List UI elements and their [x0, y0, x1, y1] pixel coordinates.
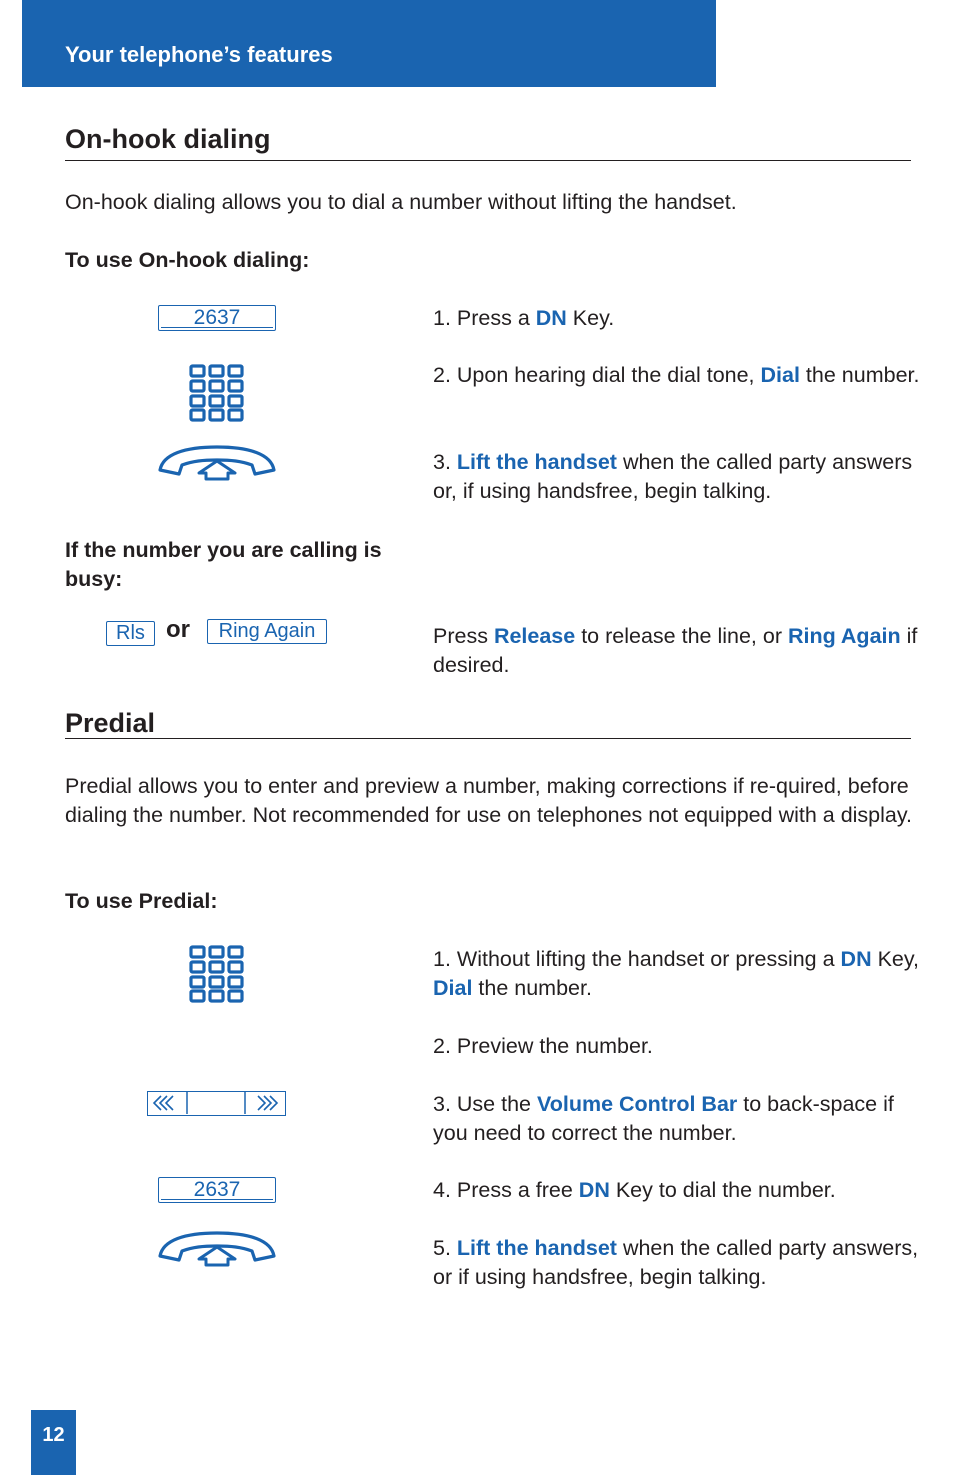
header-title: Your telephone’s features: [65, 42, 333, 67]
step-highlight: DN: [535, 306, 567, 330]
step-highlight: Lift the handset: [456, 1236, 617, 1260]
predial-step-2: 2. Preview the number.: [433, 1034, 653, 1058]
predial-step-5: [433, 1234, 923, 1292]
volume-control-bar[interactable]: [147, 1091, 286, 1116]
step-text: if desired.: [433, 624, 918, 677]
step-highlight: Lift the handset: [456, 450, 617, 474]
step-highlight: Dial: [760, 363, 800, 387]
step-1: [433, 304, 923, 333]
release-key-label: Rls: [116, 622, 145, 644]
step-text: Key.: [566, 306, 615, 330]
step-highlight: DN: [840, 947, 872, 971]
step-text: the number.: [472, 976, 592, 1000]
section-intro: On-hook dialing allows you to dial a number without lifting the handset.: [65, 190, 737, 214]
step-text: when the called party answers, or if using handsfree, begin talking.: [433, 1236, 919, 1289]
dn-key[interactable]: [158, 305, 276, 331]
step-text: 1. Press a: [433, 306, 536, 330]
ring-again-key-label: Ring Again: [218, 620, 316, 642]
step-text: Key,: [871, 947, 920, 971]
page-number: 12: [42, 1424, 65, 1446]
step-text: Key to dial the number.: [609, 1178, 836, 1202]
predial-step-3: [433, 1090, 923, 1148]
step-3: [433, 448, 923, 506]
step-text: 5.: [433, 1236, 457, 1260]
subhead-to-use-predial: To use Predial:: [65, 889, 218, 913]
step-text: to release the line, or: [575, 624, 788, 648]
step-text: Press: [433, 624, 494, 648]
handset-lift-icon: [155, 444, 279, 487]
ring-again-key[interactable]: [207, 619, 327, 644]
dn-key-label: 2637: [193, 306, 241, 329]
step-text: 2. Upon hearing dial the dial tone,: [433, 363, 761, 387]
section-title-predial: Predial: [65, 708, 156, 738]
step-highlight: Release: [493, 624, 576, 648]
dial-pad-icon: [189, 364, 245, 427]
volume-right-icon[interactable]: [244, 1092, 284, 1119]
step-text: 3. Use the: [433, 1092, 537, 1116]
step-highlight: Ring Again: [787, 624, 901, 648]
subhead-to-use: To use On-hook dialing:: [65, 248, 310, 272]
release-key[interactable]: [106, 621, 155, 646]
step-2: [433, 361, 923, 390]
step-text: 3.: [433, 450, 457, 474]
volume-left-icon[interactable]: [148, 1092, 188, 1119]
subhead-busy: If the number you are calling is busy:: [65, 538, 382, 591]
dial-pad-icon: [189, 945, 245, 1008]
step-highlight: Dial: [433, 976, 473, 1000]
predial-step-1: [433, 945, 923, 1003]
dn-key-label: 2637: [193, 1178, 241, 1201]
step-text: 1. Without lifting the handset or pressing a: [433, 947, 841, 971]
step-text: when the called party answers or, if using handsfree, begin talking.: [433, 450, 913, 503]
section-rule: [65, 160, 911, 161]
step-highlight: DN: [578, 1178, 610, 1202]
predial-step-4: [433, 1176, 923, 1205]
handset-lift-icon: [155, 1230, 279, 1273]
dn-key[interactable]: [158, 1177, 276, 1203]
section-rule: [65, 738, 911, 739]
section-title-on-hook: On-hook dialing: [65, 124, 271, 154]
step-highlight: Volume Control Bar: [536, 1092, 738, 1116]
step-text: 4. Press a free: [433, 1178, 579, 1202]
section-intro: Predial allows you to enter and preview a number, making corrections if re-quired, before dialing the number. Not recommended for use on telephones not equipped with a display.: [65, 774, 913, 827]
step-text: the number.: [799, 363, 920, 387]
busy-step: [433, 622, 923, 680]
or-label: or: [166, 616, 190, 643]
step-text: to back-space if you need to correct the number.: [433, 1092, 894, 1145]
